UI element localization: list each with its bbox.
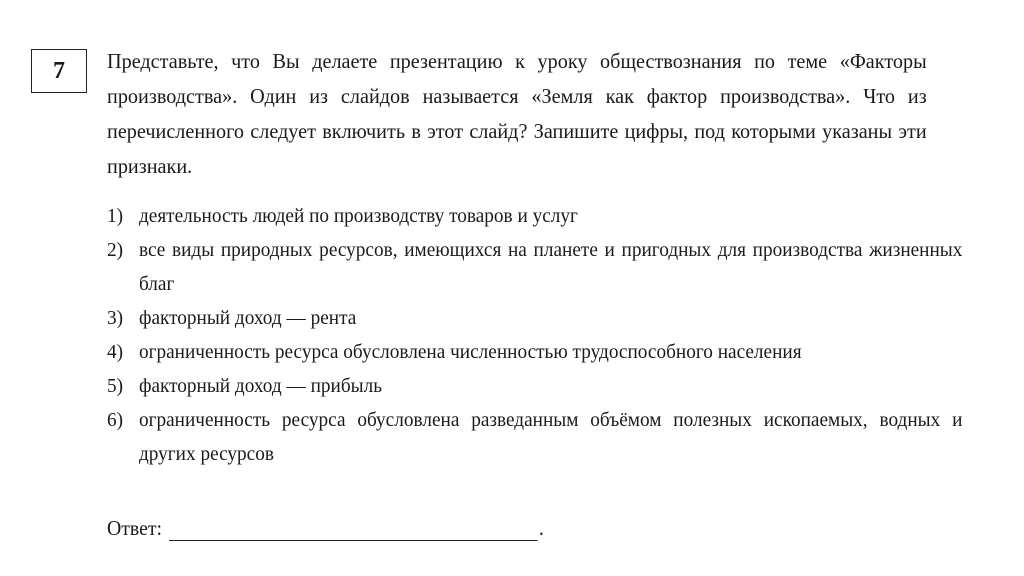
option-number: 1): [107, 205, 124, 227]
options-list: [107, 199, 962, 471]
option-text: деятельность людей по производству товаров и услуг: [138, 205, 578, 227]
answer-input-line[interactable]: [169, 518, 537, 541]
option-item: [107, 369, 962, 403]
option-number: 4): [107, 341, 124, 363]
option-item: [107, 233, 962, 301]
answer-row: [107, 516, 544, 541]
option-number: 5): [107, 375, 124, 397]
option-number: 3): [107, 307, 124, 329]
option-text: ограниченность ресурса обусловлена разведанным объёмом полезных ископаемых, водных и других ресурсов: [138, 409, 963, 465]
answer-label: Ответ:: [107, 516, 162, 540]
task-number-box: [31, 49, 87, 93]
option-text: факторный доход — прибыль: [138, 375, 383, 397]
question-text: Представьте, что Вы делаете презентацию к уроку обществознания по теме «Факторы производства». Один из слайдов называется «Земля как фактор производства». Что из перечисленного следует включить в этот слайд? Запишите цифры, под которыми указаны эти признаки.: [107, 49, 927, 178]
option-text: ограниченность ресурса обусловлена численностью трудоспособного населения: [138, 341, 802, 363]
answer-period: .: [538, 516, 544, 540]
option-item: [107, 301, 962, 335]
option-number: 6): [107, 409, 124, 431]
option-text: факторный доход — рента: [138, 307, 357, 329]
option-item: [107, 335, 962, 369]
option-text: все виды природных ресурсов, имеющихся на планете и пригодных для производства жизненных благ: [138, 239, 963, 295]
option-item: [107, 199, 962, 233]
option-number: 2): [107, 239, 124, 261]
task-number: 7: [53, 57, 65, 84]
option-item: [107, 403, 962, 471]
